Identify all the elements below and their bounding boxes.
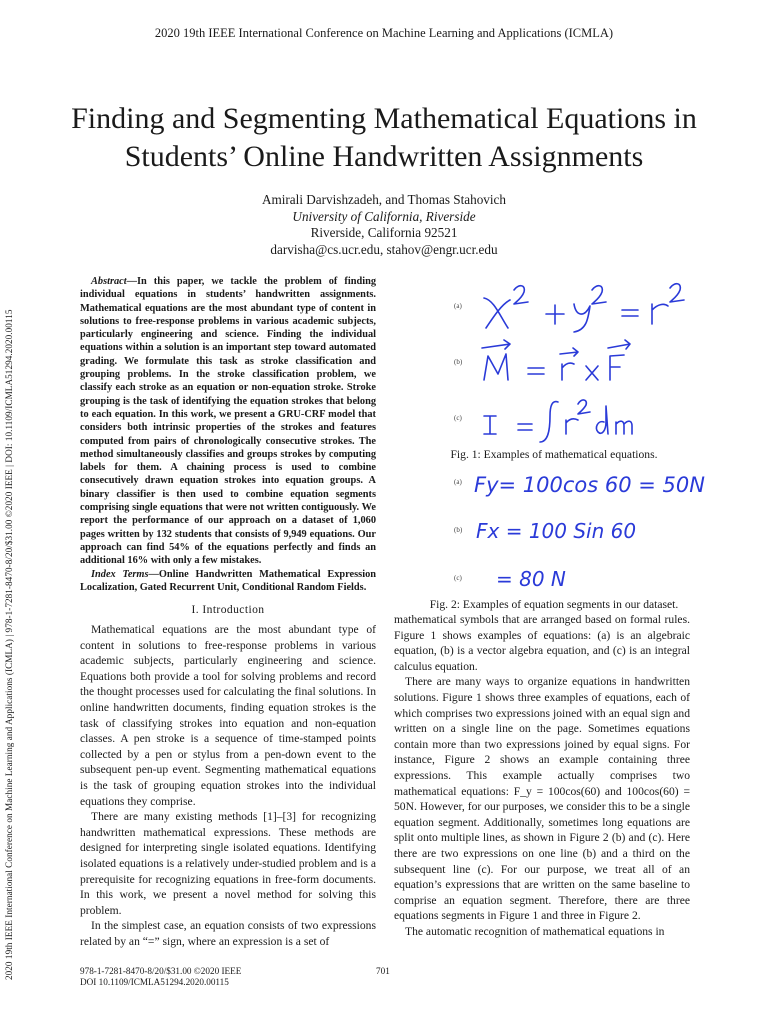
index-terms-text: —Online Handwritten Mathematical Expression Localization, Gated Recurrent Unit, Conditional Random Fields. (80, 568, 376, 593)
paper-title (40, 100, 728, 176)
abstract-label: Abstract (91, 276, 127, 287)
handwritten-segment-b (474, 508, 706, 556)
segment-b-text: Fx = 100 Sin 60 (476, 519, 637, 543)
footer-isbn: 978-1-7281-8470-8/20/$31.00 ©2020 IEEE (80, 966, 242, 976)
figure-1 (394, 274, 714, 461)
handwritten-segment-a (474, 460, 706, 508)
intro-paragraph: There are many ways to organize equations in handwritten solutions. Figure 1 shows three examples of equations, each of which comprises two expressions joined with an equal sign and written on a single line on the page. Sometimes equations contain more than two expressions joined by equal signs. For instance, Figure 2 shows an example containing three expressions. This example actually comprises two mathematical equations: F_y = 100cos(60) and 100cos(60) = 50N. However, for our purposes, we consider this to be a single equation segment. Additionally, sometimes long equations are split onto multiple lines, as shown in Figure 2 (b) and (c). Here there are two expressions on one line (b) and a third on the subsequent line (c). For our purpose, we treat all of an equation’s expressions that are written on the same baseline to comprise an equation segment. Therefore, there are three equations segments in Figure 1 and three in Figure 2. (394, 675, 690, 923)
abstract-text: —In this paper, we tackle the problem of finding individual equations in students’ handwritten assignments. Mathematical equations are the most abundant type of content in solutions to free-response problems in various academic subjects, particularly engineering and science. Finding the individual equations within a solution is an important step toward automated grading. We formulate this task as stroke classification and grouping problems. In the stroke classification problem, we classify each stroke as an equation or non-equation stroke. Stroke grouping is the task of identifying the equation strokes that belong to each equation. In this work, we present a GRU-CRF model that considers both intrinsic properties of the strokes and features computed from pairs of chronologically consecutive strokes. The method simultaneously classifies and groups strokes by computing labels for them. A chaining process is used to combine consecutively drawn equation strokes into equation groups. A binary classifier is then used to combine equation segments comprising single equations that were not written contiguously. We report the performance of our approach on a dataset of 1,060 pages written by 132 students that consists of 9,949 equations. Our approach can find 54% of the equations perfectly and finds an additional 16% with only a few mistakes. (80, 276, 376, 567)
side-doi-note: 2020 19th IEEE International Conference on Machine Learning and Applications (ICMLA) | 978-1-7281-8470-8/20/$31.00 ©2020 IEEE | DOI: 10.1109/ICMLA51294.2020.00115 (4, 309, 14, 980)
page-number: 701 (376, 966, 390, 976)
figure-2-letter-a: (a) (454, 478, 462, 486)
intro-paragraph: There are many existing methods [1]–[3] for recognizing handwritten mathematical expressions. These methods are designed for interpreting single isolated equations. Identifying isolated equations is a relatively under-studied problem and is a prerequisite for recognizing equations in free-form documents. In this work, we present a novel method for solving this problem. (80, 810, 376, 917)
figure-2-row-a (394, 456, 714, 504)
segment-a-text: Fy= 100cos 60 = 50N (474, 473, 705, 497)
handwritten-equation-c (474, 390, 704, 446)
title-line-2: Students’ Online Handwritten Assignments (124, 140, 644, 173)
figure-2-caption: Fig. 2: Examples of equation segments in our dataset. (429, 598, 679, 611)
intro-paragraph: Mathematical equations are the most abundant type of content in solutions to free-response problems in various academic subjects, particularly engineering and science. Equations both provide a tool for solving problems and record the thought processes used for calculating the final solutions. In online handwritten documents, finding equation strokes is the task of classifying strokes into equation and non-equation classes. A pen stroke is a sequence of time-stamped points collected by a pen or stylus from a pen-down event to the subsequent pen-up event. Segmenting mathematical equations is the task of grouping equation strokes into the individual equations they comprise. (80, 623, 376, 808)
figure-2 (394, 456, 714, 611)
author-emails[interactable]: darvisha@cs.ucr.edu, stahov@engr.ucr.edu (270, 241, 498, 257)
intro-paragraph: In the simplest case, an equation consists of two expressions related by an “=” sign, where an expression is a set of (80, 919, 376, 948)
intro-paragraph: mathematical symbols that are arranged based on formal rules. Figure 1 shows examples of equations: (a) is an algebraic equation, (b) is a vector algebra equation, and (c) is an integral calculus equation. (394, 613, 690, 673)
figure-2-letter-b: (b) (454, 526, 463, 534)
index-terms-label: Index Terms (91, 568, 149, 580)
footer-doi: DOI 10.1109/ICMLA51294.2020.00115 (80, 977, 229, 987)
section-heading-introduction: I. Introduction (191, 603, 265, 616)
author-names: Amirali Darvishzadeh, and Thomas Stahovich (261, 192, 507, 207)
introduction-right-column (394, 612, 690, 939)
figure-1-caption: Fig. 1: Examples of mathematical equations. (450, 448, 658, 461)
abstract (80, 275, 376, 594)
figure-1-letter-a: (a) (454, 302, 462, 310)
handwritten-equation-b (474, 334, 704, 390)
figure-1-row-c (394, 386, 714, 442)
footer-copyright (80, 966, 241, 988)
handwritten-equation-a (474, 278, 704, 334)
author-location: Riverside, California 92521 (310, 225, 458, 240)
figure-1-letter-b: (b) (454, 358, 463, 366)
figure-1-letter-c: (c) (454, 414, 462, 422)
author-affiliation: University of California, Riverside (292, 208, 476, 224)
segment-c-text: = 80 N (496, 567, 566, 591)
title-line-1: Finding and Segmenting Mathematical Equations in (71, 102, 697, 135)
introduction-left-column (80, 622, 376, 949)
intro-paragraph: The automatic recognition of mathematical equations in (405, 924, 665, 938)
conference-header: 2020 19th IEEE International Conference on Machine Learning and Applications (ICMLA) (154, 26, 614, 40)
figure-1-row-a (394, 274, 714, 330)
figure-2-letter-c: (c) (454, 574, 462, 582)
figure-2-row-b (394, 504, 714, 552)
figure-1-row-b (394, 330, 714, 386)
figure-2-row-c (394, 552, 714, 598)
author-block (0, 192, 768, 258)
handwritten-segment-c (474, 556, 706, 602)
